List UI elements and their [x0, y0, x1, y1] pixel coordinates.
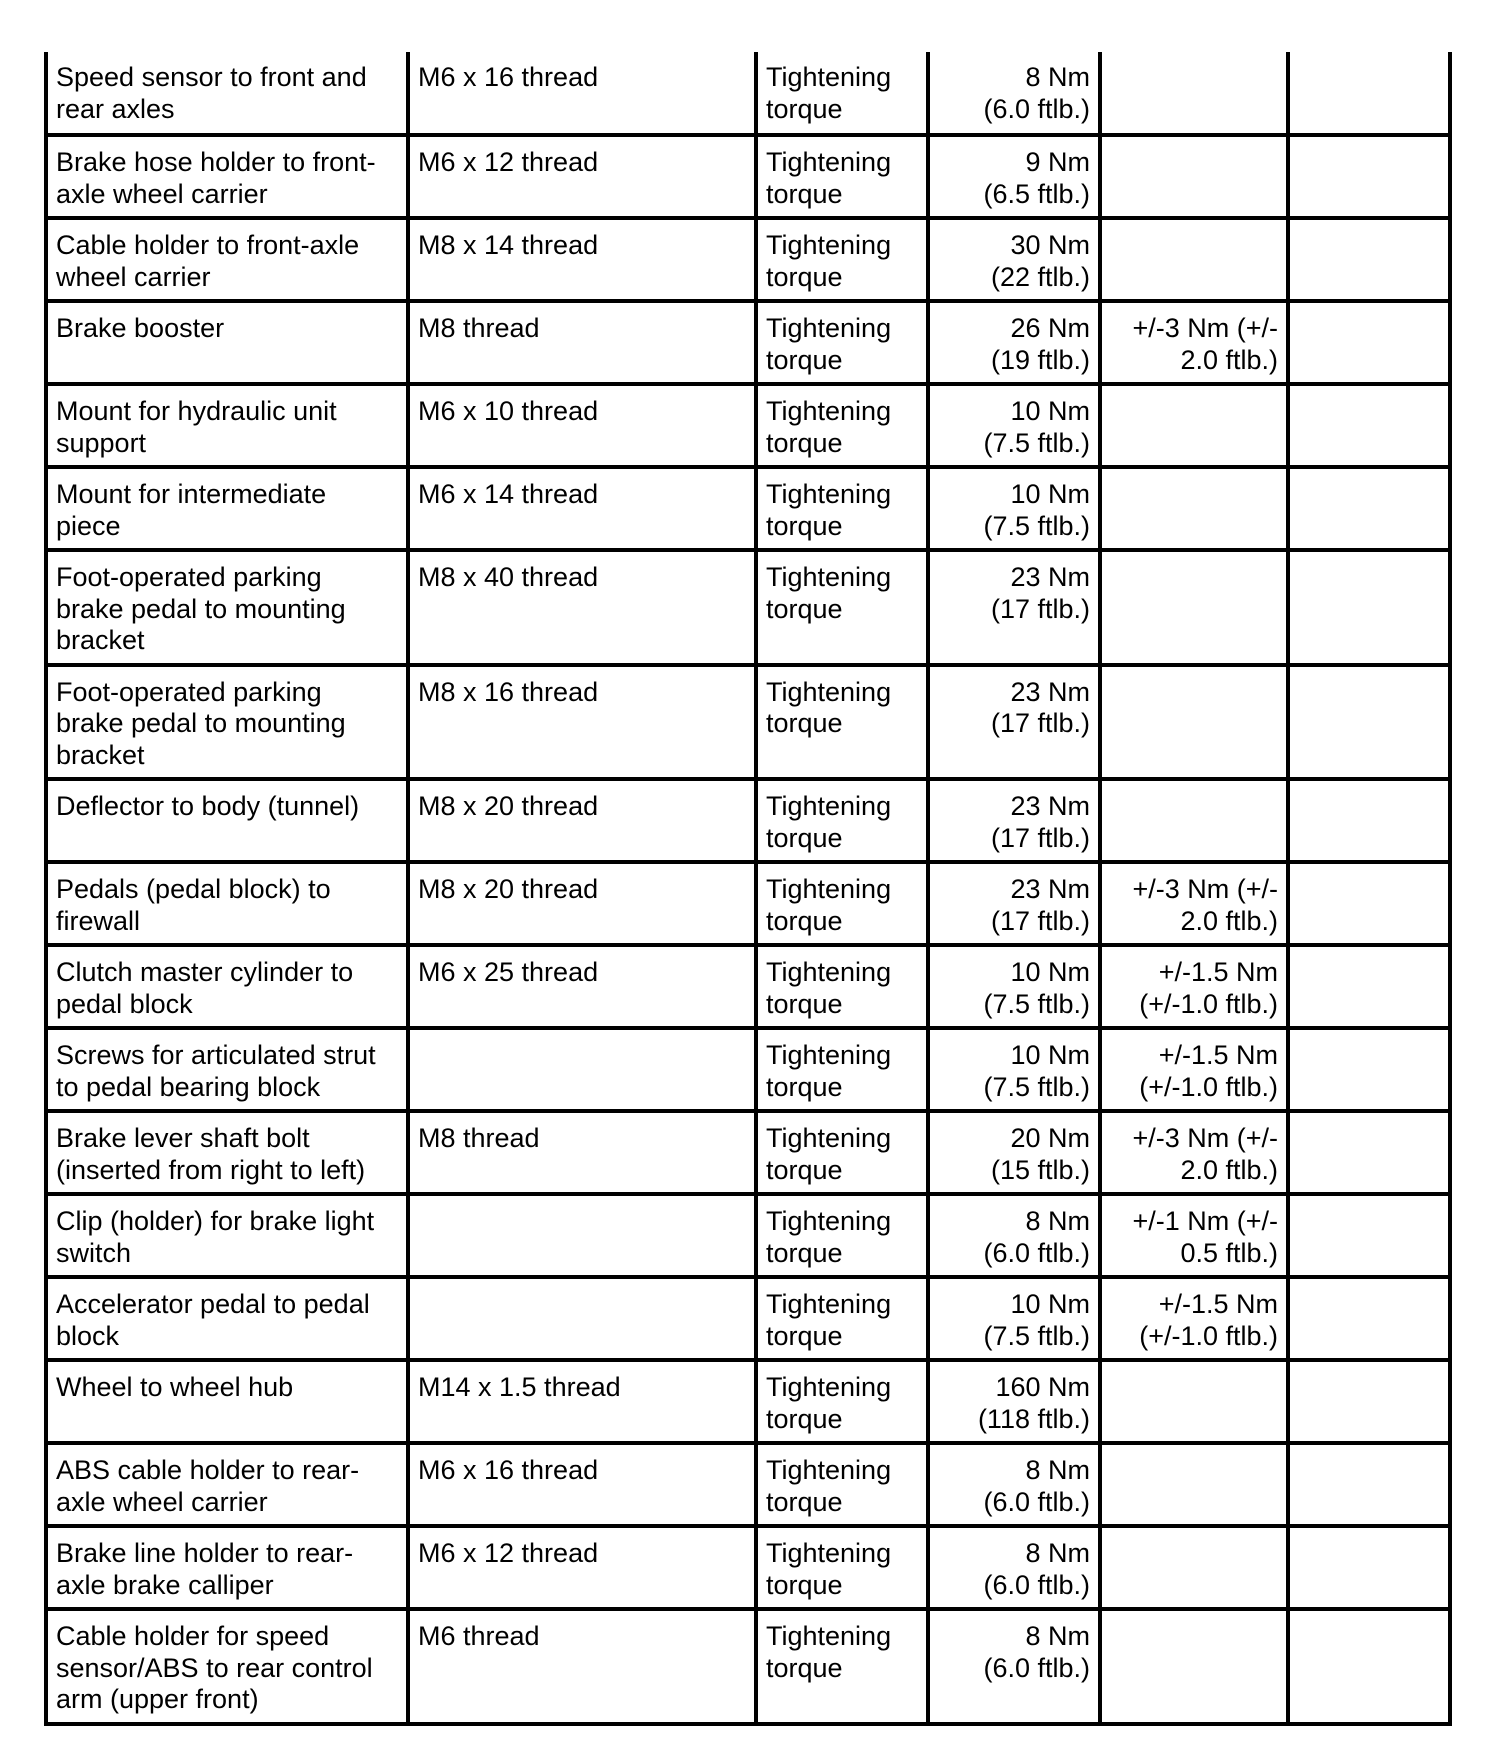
thread-spec-cell	[408, 1277, 756, 1360]
table-row	[46, 779, 1450, 862]
thread-spec-cell: M6 x 12 thread	[408, 135, 756, 218]
thread-spec-cell: M8 x 20 thread	[408, 779, 756, 862]
table-row	[46, 301, 1450, 384]
extra-cell	[1288, 550, 1450, 665]
table-row	[46, 862, 1450, 945]
torque-type-cell: Tightening torque	[756, 52, 928, 135]
component-cell: Brake lever shaft bolt (inserted from right to left)	[46, 1111, 408, 1194]
component-cell: Cable holder to front-axle wheel carrier	[46, 218, 408, 301]
thread-spec-cell	[408, 1194, 756, 1277]
thread-spec-cell: M14 x 1.5 thread	[408, 1360, 756, 1443]
component-cell: Cable holder for speed sensor/ABS to rear control arm (upper front)	[46, 1609, 408, 1724]
torque-value-cell: 23 Nm (17 ftlb.)	[928, 862, 1100, 945]
tolerance-cell	[1100, 1526, 1288, 1609]
torque-value-cell: 10 Nm (7.5 ftlb.)	[928, 1277, 1100, 1360]
component-cell: Brake hose holder to front- axle wheel carrier	[46, 135, 408, 218]
thread-spec-cell: M6 x 16 thread	[408, 1443, 756, 1526]
component-cell: Accelerator pedal to pedal block	[46, 1277, 408, 1360]
component-cell: Foot-operated parking brake pedal to mounting bracket	[46, 550, 408, 665]
table-row	[46, 52, 1450, 135]
table-row	[46, 1277, 1450, 1360]
tolerance-cell	[1100, 1609, 1288, 1724]
component-cell: Speed sensor to front and rear axles	[46, 52, 408, 135]
extra-cell	[1288, 52, 1450, 135]
torque-value-cell: 9 Nm (6.5 ftlb.)	[928, 135, 1100, 218]
table-row	[46, 1360, 1450, 1443]
tolerance-cell: +/-3 Nm (+/- 2.0 ftlb.)	[1100, 1111, 1288, 1194]
table-row	[46, 384, 1450, 467]
table-body	[46, 52, 1450, 1724]
torque-value-cell: 8 Nm (6.0 ftlb.)	[928, 1609, 1100, 1724]
tolerance-cell: +/-1.5 Nm (+/-1.0 ftlb.)	[1100, 1028, 1288, 1111]
torque-type-cell: Tightening torque	[756, 1360, 928, 1443]
torque-type-cell: Tightening torque	[756, 1526, 928, 1609]
component-cell: Screws for articulated strut to pedal bearing block	[46, 1028, 408, 1111]
component-cell: Clip (holder) for brake light switch	[46, 1194, 408, 1277]
torque-type-cell: Tightening torque	[756, 467, 928, 550]
torque-value-cell: 26 Nm (19 ftlb.)	[928, 301, 1100, 384]
torque-type-cell: Tightening torque	[756, 550, 928, 665]
extra-cell	[1288, 218, 1450, 301]
extra-cell	[1288, 862, 1450, 945]
tolerance-cell	[1100, 384, 1288, 467]
tolerance-cell	[1100, 665, 1288, 780]
extra-cell	[1288, 779, 1450, 862]
torque-type-cell: Tightening torque	[756, 301, 928, 384]
torque-type-cell: Tightening torque	[756, 1277, 928, 1360]
component-cell: Deflector to body (tunnel)	[46, 779, 408, 862]
torque-value-cell: 160 Nm (118 ftlb.)	[928, 1360, 1100, 1443]
extra-cell	[1288, 135, 1450, 218]
table-row	[46, 1028, 1450, 1111]
component-cell: Brake booster	[46, 301, 408, 384]
component-cell: Foot-operated parking brake pedal to mounting bracket	[46, 665, 408, 780]
table-row	[46, 1526, 1450, 1609]
torque-type-cell: Tightening torque	[756, 1609, 928, 1724]
torque-value-cell: 10 Nm (7.5 ftlb.)	[928, 467, 1100, 550]
extra-cell	[1288, 1111, 1450, 1194]
table-row	[46, 1443, 1450, 1526]
torque-type-cell: Tightening torque	[756, 862, 928, 945]
torque-value-cell: 23 Nm (17 ftlb.)	[928, 665, 1100, 780]
extra-cell	[1288, 467, 1450, 550]
component-cell: Clutch master cylinder to pedal block	[46, 945, 408, 1028]
tolerance-cell: +/-1 Nm (+/- 0.5 ftlb.)	[1100, 1194, 1288, 1277]
torque-value-cell: 23 Nm (17 ftlb.)	[928, 550, 1100, 665]
extra-cell	[1288, 301, 1450, 384]
extra-cell	[1288, 1526, 1450, 1609]
torque-type-cell: Tightening torque	[756, 665, 928, 780]
tolerance-cell	[1100, 779, 1288, 862]
table-row	[46, 467, 1450, 550]
table-row	[46, 1111, 1450, 1194]
extra-cell	[1288, 945, 1450, 1028]
extra-cell	[1288, 384, 1450, 467]
torque-type-cell: Tightening torque	[756, 779, 928, 862]
component-cell: Pedals (pedal block) to firewall	[46, 862, 408, 945]
torque-type-cell: Tightening torque	[756, 1111, 928, 1194]
torque-value-cell: 8 Nm (6.0 ftlb.)	[928, 1526, 1100, 1609]
tolerance-cell	[1100, 218, 1288, 301]
torque-value-cell: 10 Nm (7.5 ftlb.)	[928, 945, 1100, 1028]
torque-type-cell: Tightening torque	[756, 1443, 928, 1526]
extra-cell	[1288, 1443, 1450, 1526]
component-cell: Mount for hydraulic unit support	[46, 384, 408, 467]
thread-spec-cell: M8 thread	[408, 1111, 756, 1194]
thread-spec-cell: M6 thread	[408, 1609, 756, 1724]
tolerance-cell: +/-3 Nm (+/- 2.0 ftlb.)	[1100, 862, 1288, 945]
tolerance-cell	[1100, 1360, 1288, 1443]
table-row	[46, 135, 1450, 218]
extra-cell	[1288, 1360, 1450, 1443]
thread-spec-cell: M6 x 14 thread	[408, 467, 756, 550]
table-row	[46, 550, 1450, 665]
thread-spec-cell: M6 x 12 thread	[408, 1526, 756, 1609]
torque-value-cell: 8 Nm (6.0 ftlb.)	[928, 1443, 1100, 1526]
thread-spec-cell: M8 x 20 thread	[408, 862, 756, 945]
component-cell: Mount for intermediate piece	[46, 467, 408, 550]
tolerance-cell	[1100, 1443, 1288, 1526]
torque-type-cell: Tightening torque	[756, 384, 928, 467]
tolerance-cell: +/-3 Nm (+/- 2.0 ftlb.)	[1100, 301, 1288, 384]
thread-spec-cell: M8 thread	[408, 301, 756, 384]
torque-type-cell: Tightening torque	[756, 1194, 928, 1277]
tolerance-cell	[1100, 52, 1288, 135]
tolerance-cell: +/-1.5 Nm (+/-1.0 ftlb.)	[1100, 1277, 1288, 1360]
table-row	[46, 945, 1450, 1028]
tolerance-cell: +/-1.5 Nm (+/-1.0 ftlb.)	[1100, 945, 1288, 1028]
torque-value-cell: 8 Nm (6.0 ftlb.)	[928, 52, 1100, 135]
thread-spec-cell: M8 x 14 thread	[408, 218, 756, 301]
torque-value-cell: 8 Nm (6.0 ftlb.)	[928, 1194, 1100, 1277]
torque-type-cell: Tightening torque	[756, 135, 928, 218]
torque-spec-table	[44, 52, 1452, 1726]
torque-type-cell: Tightening torque	[756, 945, 928, 1028]
extra-cell	[1288, 1277, 1450, 1360]
extra-cell	[1288, 1194, 1450, 1277]
component-cell: ABS cable holder to rear- axle wheel carrier	[46, 1443, 408, 1526]
torque-value-cell: 23 Nm (17 ftlb.)	[928, 779, 1100, 862]
table-row	[46, 218, 1450, 301]
thread-spec-cell: M8 x 40 thread	[408, 550, 756, 665]
torque-value-cell: 20 Nm (15 ftlb.)	[928, 1111, 1100, 1194]
thread-spec-cell: M6 x 25 thread	[408, 945, 756, 1028]
torque-type-cell: Tightening torque	[756, 218, 928, 301]
torque-value-cell: 10 Nm (7.5 ftlb.)	[928, 384, 1100, 467]
thread-spec-cell: M6 x 10 thread	[408, 384, 756, 467]
thread-spec-cell: M8 x 16 thread	[408, 665, 756, 780]
component-cell: Brake line holder to rear- axle brake calliper	[46, 1526, 408, 1609]
table-row	[46, 1609, 1450, 1724]
torque-value-cell: 30 Nm (22 ftlb.)	[928, 218, 1100, 301]
extra-cell	[1288, 665, 1450, 780]
torque-type-cell: Tightening torque	[756, 1028, 928, 1111]
extra-cell	[1288, 1609, 1450, 1724]
tolerance-cell	[1100, 550, 1288, 665]
tolerance-cell	[1100, 135, 1288, 218]
table-row	[46, 665, 1450, 780]
thread-spec-cell: M6 x 16 thread	[408, 52, 756, 135]
torque-value-cell: 10 Nm (7.5 ftlb.)	[928, 1028, 1100, 1111]
tolerance-cell	[1100, 467, 1288, 550]
thread-spec-cell	[408, 1028, 756, 1111]
component-cell: Wheel to wheel hub	[46, 1360, 408, 1443]
extra-cell	[1288, 1028, 1450, 1111]
table-row	[46, 1194, 1450, 1277]
